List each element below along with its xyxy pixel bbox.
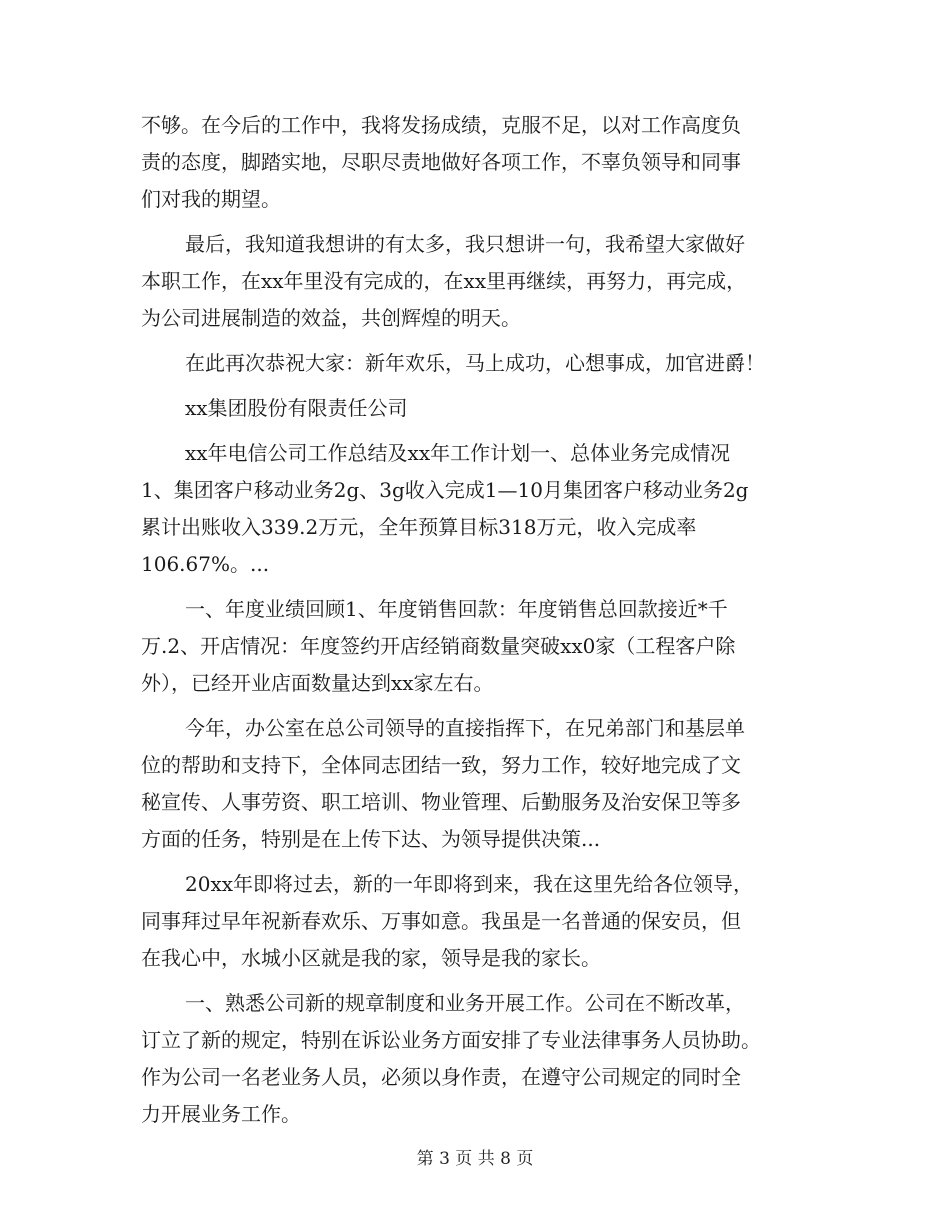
paragraph-gap: [141, 977, 809, 985]
text-line: 20xx年即将过去，新的一年即将到来，我在这里先给各位领导，: [185, 872, 754, 896]
page-number-footer: 第 3 页 共 8 页: [416, 1149, 534, 1169]
text-line: 订立了新的规定，特别在诉讼业务方面安排了专业法律事务人员协助。: [141, 1028, 761, 1052]
text-line: 同事拜过早年祝新春欢乐、万事如意。我虽是一名普通的保安员，但: [141, 909, 741, 933]
paragraph: [141, 226, 809, 337]
paragraph: [141, 390, 809, 427]
paragraph: [141, 591, 809, 702]
paragraph-gap: [141, 858, 809, 866]
text-line: xx年电信公司工作总结及xx年工作计划一、总体业务完成情况: [185, 441, 731, 465]
text-line: 1、集团客户移动业务2g、3g收入完成1—10月集团客户移动业务2g: [141, 478, 749, 502]
text-line: 在此再次恭祝大家：新年欢乐，马上成功，心想事成，加官进爵！: [185, 351, 765, 375]
text-line: 今年，办公室在总公司领导的直接指挥下，在兄弟部门和基层单: [185, 716, 745, 740]
text-line: 为公司进展制造的效益，共创辉煌的明天。: [141, 306, 521, 330]
text-line: 万.2、开店情况：年度签约开店经销商数量突破xx0家（工程客户除: [141, 634, 736, 658]
text-line: 一、年度业绩回顾1、年度销售回款：年度销售总回款接近*千: [185, 597, 728, 621]
paragraph: [141, 107, 809, 218]
paragraph-gap: [141, 337, 809, 345]
text-line: 力开展业务工作。: [141, 1102, 301, 1126]
text-line: 不够。在今后的工作中，我将发扬成绩，克服不足，以对工作高度负: [141, 113, 741, 137]
paragraph: [141, 710, 809, 858]
text-line: 责的态度，脚踏实地，尽职尽责地做好各项工作，不辜负领导和同事: [141, 150, 741, 174]
text-line: 在我心中，水城小区就是我的家，领导是我的家长。: [141, 946, 601, 970]
paragraph-gap: [141, 702, 809, 710]
paragraph-gap: [141, 583, 809, 591]
text-line: 106.67%。...: [141, 552, 270, 576]
text-line: 们对我的期望。: [141, 187, 281, 211]
text-line: 方面的任务，特别是在上传下达、为领导提供决策...: [141, 827, 601, 851]
text-line: 累计出账收入339.2万元，全年预算目标318万元，收入完成率: [141, 515, 697, 539]
paragraph-gap: [141, 218, 809, 226]
document-body: [141, 107, 809, 1133]
text-line: 作为公司一名老业务人员，必须以身作责，在遵守公司规定的同时全: [141, 1065, 741, 1089]
paragraph: [141, 345, 809, 382]
company-signature: xx集团股份有限责任公司: [185, 396, 408, 420]
text-line: 最后，我知道我想讲的有太多，我只想讲一句，我希望大家做好: [185, 232, 745, 256]
paragraph: [141, 985, 809, 1133]
text-line: 外），已经开业店面数量达到xx家左右。: [141, 671, 494, 695]
text-line: 秘宣传、人事劳资、职工培训、物业管理、后勤服务及治安保卫等多: [141, 790, 741, 814]
text-line: 位的帮助和支持下，全体同志团结一致，努力工作，较好地完成了文: [141, 753, 741, 777]
paragraph: [141, 866, 809, 977]
text-line: 本职工作，在xx年里没有完成的，在xx里再继续，再努力，再完成，: [141, 269, 747, 293]
paragraph-gap: [141, 382, 809, 390]
text-line: 一、熟悉公司新的规章制度和业务开展工作。公司在不断改革，: [185, 991, 745, 1015]
paragraph: [141, 435, 809, 583]
paragraph-gap: [141, 427, 809, 435]
